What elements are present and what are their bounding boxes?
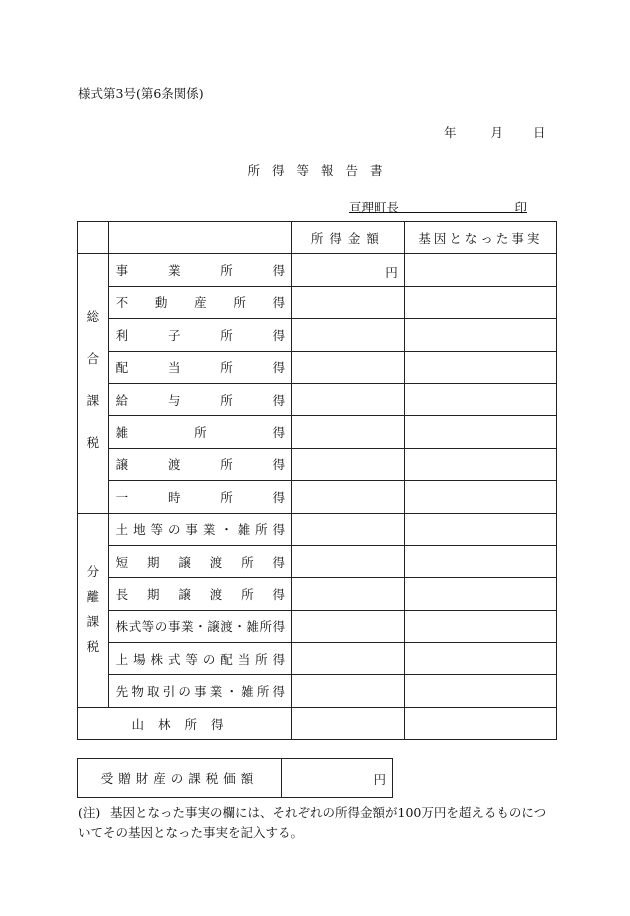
general-row xyxy=(78,254,557,286)
forest-label: 山林所得 xyxy=(78,707,292,739)
separate-fact-cell[interactable] xyxy=(404,675,556,707)
general-row xyxy=(78,286,557,318)
separate-row xyxy=(78,675,557,707)
separate-fact-cell[interactable] xyxy=(404,610,556,642)
separate-amount-cell[interactable] xyxy=(292,610,405,642)
general-fact-cell[interactable] xyxy=(404,448,556,480)
general-amount-cell[interactable] xyxy=(292,351,405,383)
item-text: 先 物 取 引 の 事 業 ・ 雑 所 得 xyxy=(115,684,286,700)
separate-fact-cell[interactable] xyxy=(404,545,556,577)
general-amount-cell[interactable] xyxy=(292,481,405,513)
addressee-line xyxy=(349,198,527,213)
general-item-name xyxy=(108,481,291,513)
separate-amount-cell[interactable] xyxy=(292,643,405,675)
addressee-name: 亘理町長 xyxy=(349,200,400,215)
separate-amount-cell[interactable] xyxy=(292,513,405,545)
general-amount-cell[interactable] xyxy=(292,254,405,286)
note-head: (注) xyxy=(78,805,101,820)
separate-taxation-rows xyxy=(78,513,557,707)
income-table xyxy=(77,221,557,740)
general-item-name xyxy=(108,254,291,286)
seal-mark: 印 xyxy=(514,200,527,215)
item-text: 不 動 産 所 得 xyxy=(115,295,286,311)
general-item-name xyxy=(108,448,291,480)
general-row xyxy=(78,448,557,480)
general-amount-cell[interactable] xyxy=(292,286,405,318)
item-text: 一 時 所 得 xyxy=(115,489,286,505)
general-fact-cell[interactable] xyxy=(404,319,556,351)
header-blank-1 xyxy=(78,222,109,254)
separate-row xyxy=(78,578,557,610)
header-amount xyxy=(292,222,405,254)
yen-unit: 円 xyxy=(385,265,398,281)
separate-row xyxy=(78,513,557,545)
general-row xyxy=(78,351,557,383)
title-char: 書 xyxy=(370,163,383,178)
gift-amount-cell[interactable] xyxy=(282,759,393,798)
header-fact xyxy=(404,222,556,254)
general-group-label: 総 合 課 税 xyxy=(78,254,109,513)
separate-group-label: 分 離 課 税 xyxy=(78,513,109,707)
general-row xyxy=(78,481,557,513)
separate-item-name xyxy=(108,643,291,675)
general-fact-cell[interactable] xyxy=(404,286,556,318)
gift-label: 受贈財産の課税価額 xyxy=(78,759,282,798)
header-amount-label: 所得金額 xyxy=(310,230,385,246)
title-char: 得 xyxy=(271,163,285,178)
separate-fact-cell[interactable] xyxy=(404,513,556,545)
general-row xyxy=(78,319,557,351)
separate-row xyxy=(78,643,557,675)
general-item-name xyxy=(108,319,291,351)
general-item-name xyxy=(108,286,291,318)
separate-amount-cell[interactable] xyxy=(292,545,405,577)
gift-unit: 円 xyxy=(373,772,386,787)
separate-item-name xyxy=(108,610,291,642)
title-char: 告 xyxy=(345,163,359,178)
title-char: 報 xyxy=(321,163,334,178)
header-row xyxy=(78,222,557,254)
general-amount-cell[interactable] xyxy=(292,448,405,480)
general-row xyxy=(78,416,557,448)
general-item-name xyxy=(108,351,291,383)
item-text: 譲 渡 所 得 xyxy=(115,457,286,473)
date-line xyxy=(444,123,546,141)
general-fact-cell[interactable] xyxy=(404,351,556,383)
general-amount-cell[interactable] xyxy=(292,383,405,415)
forest-fact-cell[interactable] xyxy=(404,707,556,739)
item-text: 上 場 株 式 等 の 配 当 所 得 xyxy=(115,651,286,667)
item-text: 短 期 譲 渡 所 得 xyxy=(115,554,286,570)
general-item-name xyxy=(108,416,291,448)
general-fact-cell[interactable] xyxy=(404,481,556,513)
separate-item-name xyxy=(108,513,291,545)
separate-amount-cell[interactable] xyxy=(292,578,405,610)
item-text: 土 地 等 の 事 業 ・ 雑 所 得 xyxy=(115,522,286,538)
general-fact-cell[interactable] xyxy=(404,416,556,448)
item-text: 配 当 所 得 xyxy=(115,360,286,376)
separate-item-name xyxy=(108,545,291,577)
header-blank-2 xyxy=(108,222,291,254)
general-taxation-rows xyxy=(78,254,557,513)
item-text: 雑 所 得 xyxy=(115,425,286,441)
item-text: 株 式 等 の 事 業 ・ 譲 渡 ・ 雑 所 得 xyxy=(115,619,286,635)
separate-item-name xyxy=(108,578,291,610)
general-row xyxy=(78,383,557,415)
separate-amount-cell[interactable] xyxy=(292,675,405,707)
separate-row xyxy=(78,610,557,642)
month-label: 月 xyxy=(490,125,504,140)
document-title xyxy=(0,161,630,179)
general-fact-cell[interactable] xyxy=(404,383,556,415)
note-text: 基因となった事実の欄には、それぞれの所得金額が100万円を超えるものについてその基因となった事実を記入する。 xyxy=(78,805,547,840)
separate-item-name xyxy=(108,675,291,707)
header-fact-label: 基因となった事実 xyxy=(418,230,543,246)
item-text: 利 子 所 得 xyxy=(115,327,286,343)
note xyxy=(78,803,558,843)
item-text: 給 与 所 得 xyxy=(115,392,286,408)
item-text: 長 期 譲 渡 所 得 xyxy=(115,586,286,602)
forest-row xyxy=(78,707,557,739)
general-amount-cell[interactable] xyxy=(292,319,405,351)
forest-amount-cell[interactable] xyxy=(292,707,405,739)
gift-table xyxy=(77,758,393,798)
year-label: 年 xyxy=(444,125,457,140)
separate-fact-cell[interactable] xyxy=(404,643,556,675)
day-label: 日 xyxy=(533,125,546,140)
general-fact-cell[interactable] xyxy=(404,254,556,286)
separate-fact-cell[interactable] xyxy=(404,578,556,610)
title-char: 等 xyxy=(296,163,309,178)
separate-row xyxy=(78,545,557,577)
form-number: 様式第3号(第6条関係) xyxy=(78,86,204,101)
title-char: 所 xyxy=(247,163,260,178)
item-text: 事 業 所 得 xyxy=(115,263,286,279)
general-amount-cell[interactable] xyxy=(292,416,405,448)
general-item-name xyxy=(108,383,291,415)
